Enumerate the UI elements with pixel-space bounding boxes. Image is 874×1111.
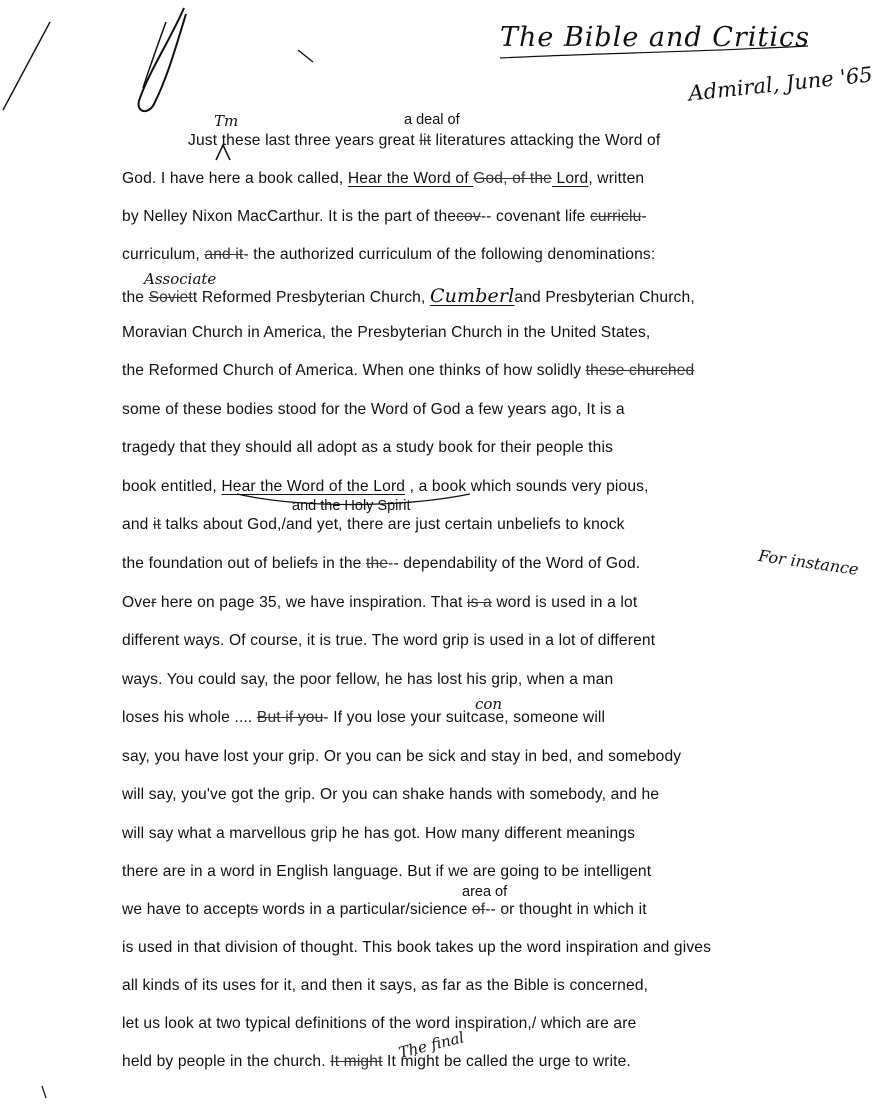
loop-stroke xyxy=(139,8,186,111)
text-line-22: is used in that division of thought. This book takes up the word inspiration and gives xyxy=(122,939,712,956)
text-line-2: God. I have here a book called, Hear the Word of God, of the Lord, written xyxy=(122,170,645,187)
text-line-3: by Nelley Nixon MacCarthur. It is the part of thecov-- covenant life curriclu- xyxy=(122,208,647,225)
text-line-18: will say, you've got the grip. Or you can shake hands with somebody, and he xyxy=(122,786,660,803)
margin-note: For instance xyxy=(757,546,860,579)
text-line-23: all kinds of its uses for it, and then it says, as far as the Bible is concerned, xyxy=(122,977,649,994)
text-line-5: the Soviett Reformed Presbyterian Church, Cumberland Presbyterian Church, xyxy=(122,285,695,307)
insertion-con: con xyxy=(475,695,503,713)
text-line-7: the Reformed Church of America. When one thinks of how solidly these churched xyxy=(122,362,695,379)
insertion-a-deal-of: a deal of xyxy=(404,112,460,128)
insertion-associate: Associate xyxy=(144,270,217,288)
text-line-17: say, you have lost your grip. Or you can be sick and stay in bed, and somebody xyxy=(122,748,682,765)
bottom-left-mark xyxy=(42,1086,46,1098)
text-line-15: ways. You could say, the poor fellow, he has lost his grip, when a man xyxy=(122,671,614,688)
text-line-11: and it talks about God,/and yet, there are just certain unbeliefs to knock xyxy=(122,516,625,533)
text-line-24: let us look at two typical definitions of the word inspiration,/ which are are xyxy=(122,1015,637,1032)
text-line-4: curriculum, and it- the authorized curriculum of the following denominations: xyxy=(122,246,656,263)
insertion-tm: Tm xyxy=(214,112,239,130)
text-line-14: different ways. Of course, it is true. The word grip is used in a lot of different xyxy=(122,632,656,649)
text-line-25: held by people in the church. It might It might be called the urge to write. xyxy=(122,1053,631,1070)
insertion-area-of: area of xyxy=(462,884,508,900)
text-line-10: book entitled, Hear the Word of the Lord , a book which sounds very pious, xyxy=(122,478,649,495)
text-line-6: Moravian Church in America, the Presbyterian Church in the United States, xyxy=(122,324,651,341)
text-line-16: loses his whole .... But if you- If you lose your suitcase, someone will xyxy=(122,709,606,726)
handwritten-date: Admiral, June '65 xyxy=(687,62,874,106)
handwritten-title: The Bible and Critics xyxy=(500,22,810,53)
loop-stroke-2 xyxy=(143,22,166,88)
text-line-19: will say what a marvellous grip he has got. How many different meanings xyxy=(122,825,636,842)
text-line-21: we have to accepts words in a particular/sicience of-- or thought in which it xyxy=(122,901,647,918)
left-margin-stroke xyxy=(3,22,50,110)
text-line-12: the foundation out of beliefs in the the-- dependability of the Word of God. xyxy=(122,555,641,572)
insertion-the-final: The final xyxy=(396,1028,466,1062)
insertion-holy-spirit: and the Holy Spirit xyxy=(292,498,411,514)
text-line-20: there are in a word in English language. But if we are going to be intelligent xyxy=(122,863,652,880)
text-line-13: Over here on page 35, we have inspiration. That is a word is used in a lot xyxy=(122,594,638,611)
text-line-8: some of these bodies stood for the Word of God a few years ago, It is a xyxy=(122,401,625,418)
text-line-1: Just these last three years great lit literatures attacking the Word of xyxy=(188,132,661,149)
text-line-9: tragedy that they should all adopt as a study book for their people this xyxy=(122,439,614,456)
dash-mark xyxy=(298,50,313,62)
